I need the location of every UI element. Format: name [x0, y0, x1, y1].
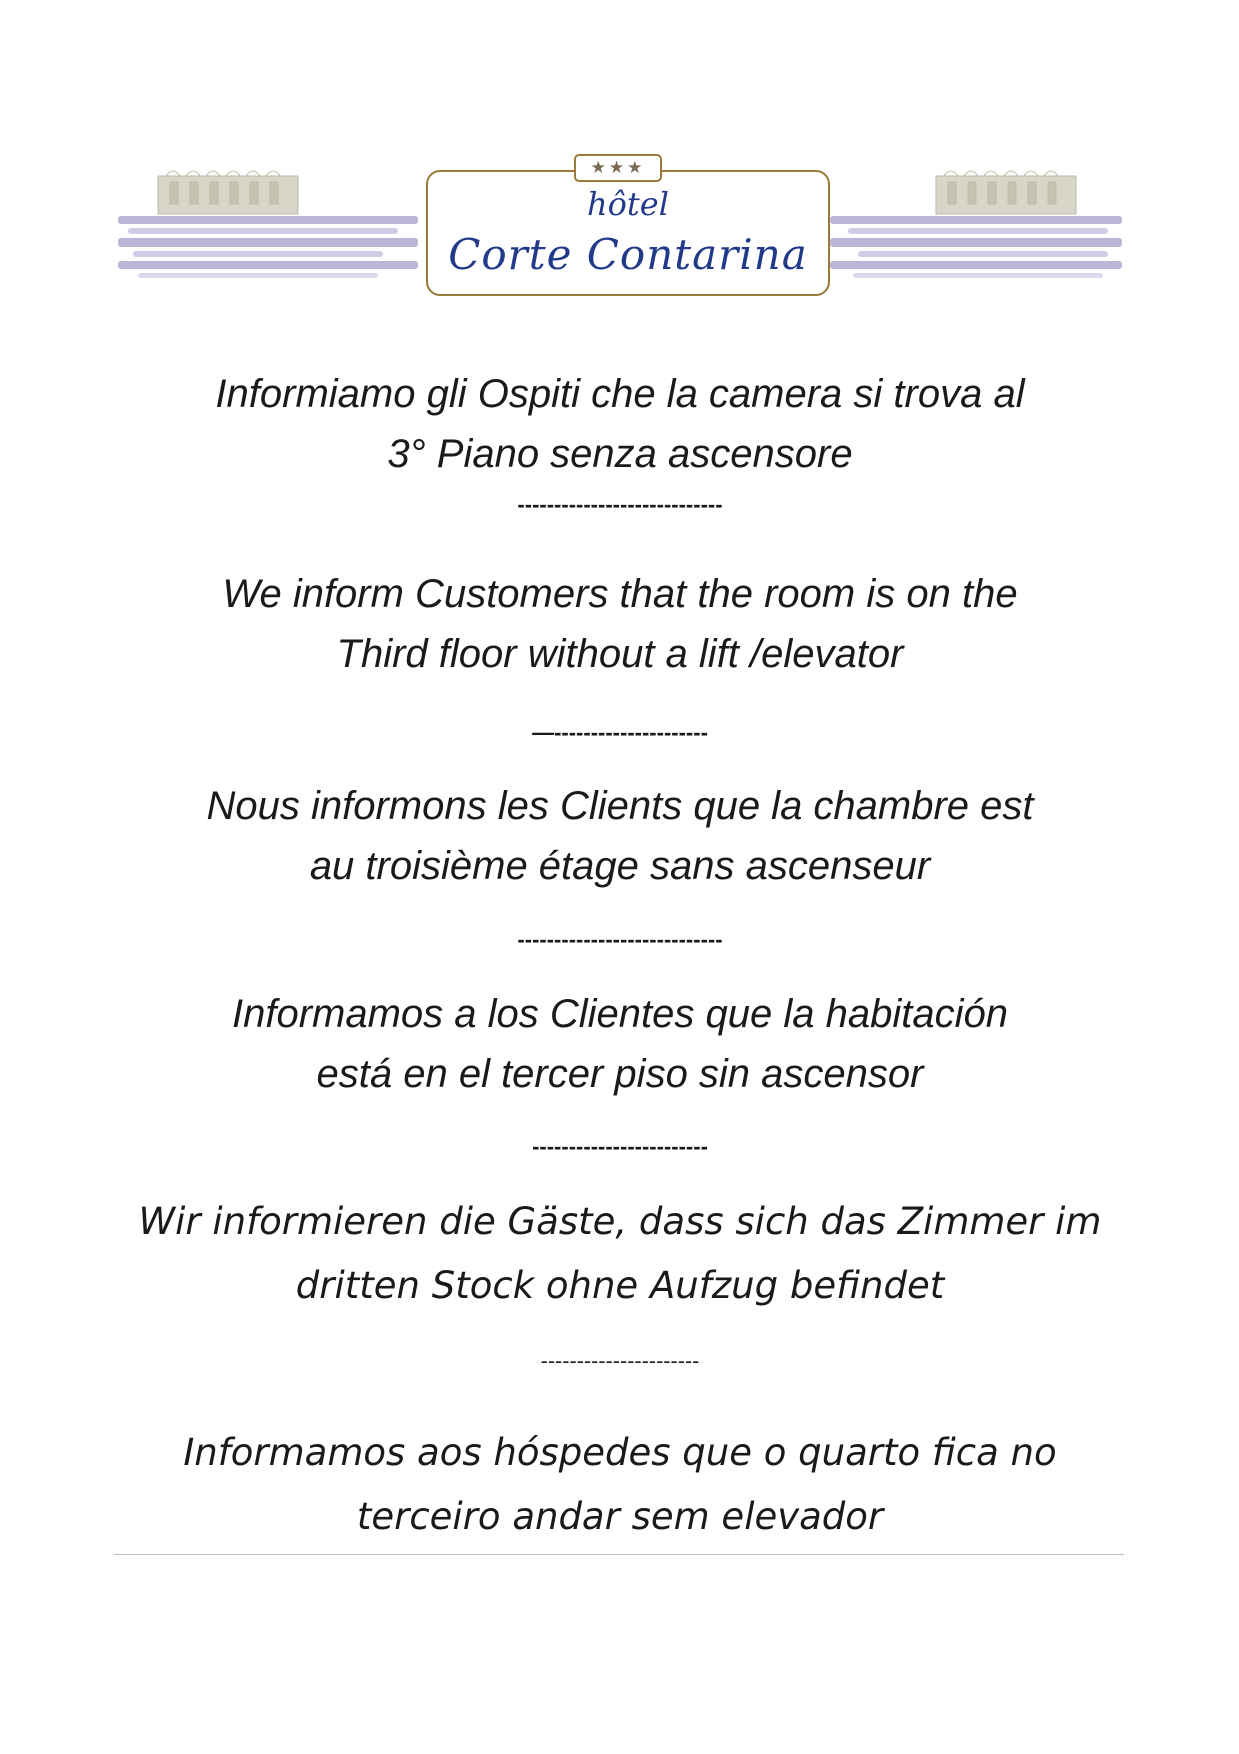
notice-english-line-2: Third floor without a lift /elevator	[336, 632, 904, 676]
building-right-icon	[936, 171, 1076, 214]
notice-spanish	[100, 984, 1140, 1104]
divider-4: ------------------------	[532, 1134, 708, 1159]
divider-5: ----------------------	[540, 1349, 700, 1373]
divider-3: ----------------------------	[517, 927, 723, 952]
notice-german-line-2: dritten Stock ohne Aufzug befindet	[295, 1264, 945, 1307]
notice-spanish-line-2: está en el tercer piso sin ascensor	[316, 1052, 924, 1096]
hotel-logo-banner	[118, 150, 1122, 300]
notice-portuguese	[100, 1421, 1140, 1549]
notice-english-line-1: We inform Customers that the room is on the	[222, 572, 1018, 616]
notice-french-line-2: au troisième étage sans ascenseur	[309, 844, 931, 888]
building-left-icon	[158, 171, 298, 214]
bottom-rule	[114, 1554, 1124, 1555]
notice-portuguese-line-2: terceiro andar sem elevador	[356, 1495, 884, 1538]
divider-2: —---------------------	[532, 720, 708, 745]
divider-1: ----------------------------	[517, 492, 723, 517]
notice-italian	[100, 364, 1140, 484]
notice-french-line-1: Nous informons les Clients que la chambre est	[206, 784, 1034, 828]
notice-german	[100, 1190, 1140, 1318]
notice-portuguese-line-1: Informamos aos hóspedes que o quarto fica no	[183, 1431, 1057, 1474]
star-rating: ★★★	[574, 154, 662, 182]
notice-german-line-1: Wir informieren die Gäste, dass sich das Zimmer im	[138, 1200, 1102, 1243]
water-waves-right-icon	[830, 216, 1122, 278]
logo-hotel-word: hôtel	[587, 185, 669, 223]
notice-italian-line-1: Informiamo gli Ospiti che la camera si trova al	[215, 372, 1025, 416]
notice-spanish-line-1: Informamos a los Clientes que la habitación	[232, 992, 1008, 1036]
logo-hotel-name: Corte Contarina	[448, 230, 808, 279]
water-waves-left-icon	[118, 216, 418, 278]
notice-english	[100, 564, 1140, 684]
notice-french	[100, 776, 1140, 896]
notice-italian-line-2: 3° Piano senza ascensore	[387, 432, 853, 476]
